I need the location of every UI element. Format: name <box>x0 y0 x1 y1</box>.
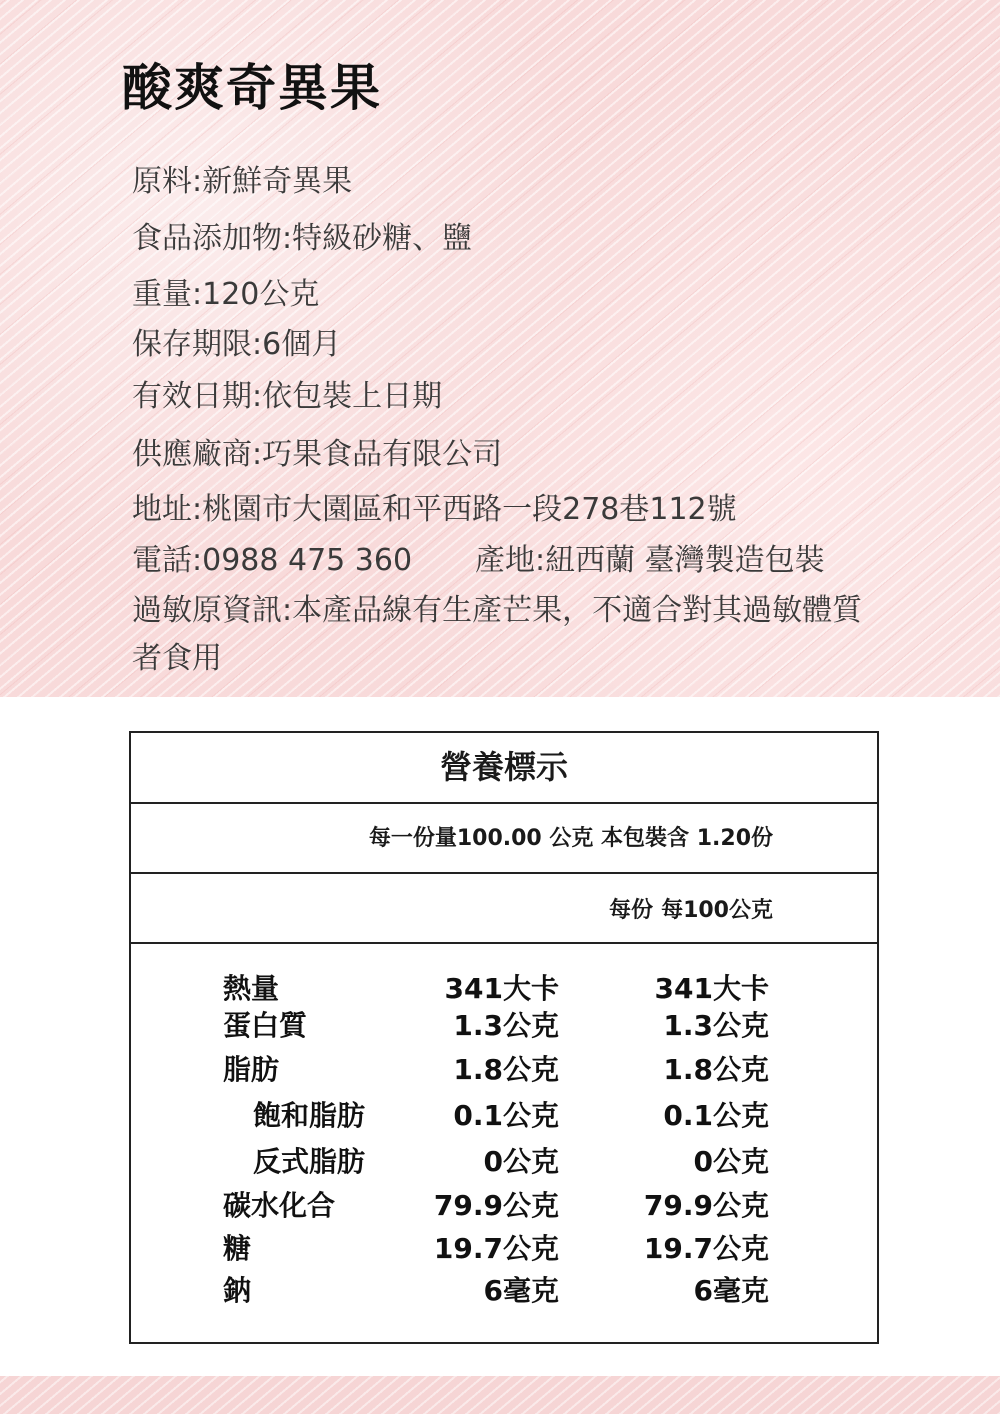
per-100g-value: 19.7公克 <box>643 1232 769 1265</box>
per-100g-value: 0.1公克 <box>663 1099 769 1132</box>
column-header-row <box>131 874 877 944</box>
nutrient-row <box>223 969 877 1009</box>
nutrient-name: 飽和脂肪 <box>253 1099 366 1132</box>
allergen-line: 過敏原資訊:本產品線有生產芒果，不適合對其過敏體質者食用 <box>132 593 863 676</box>
column-headers <box>609 896 773 926</box>
expiry-line: 有效日期:依包裝上日期 <box>132 379 443 414</box>
nutrient-name: 糖 <box>223 1232 252 1265</box>
nutrient-name: 脂肪 <box>223 1053 280 1086</box>
nutrient-name: 蛋白質 <box>223 1009 308 1042</box>
per-100g-value: 0公克 <box>693 1145 769 1178</box>
additives-line: 食品添加物:特級砂糖、鹽 <box>132 221 473 256</box>
per-serving-value: 341大卡 <box>444 972 559 1005</box>
nutrient-row <box>223 1271 877 1311</box>
serving-row <box>131 804 877 874</box>
shelf-life-line: 保存期限:6個月 <box>132 327 342 362</box>
per-serving-value: 1.3公克 <box>453 1009 559 1042</box>
nutrient-row <box>223 1186 877 1226</box>
col-per-serving: 每份 <box>609 898 654 923</box>
nutrient-row <box>223 1229 877 1269</box>
per-serving-value: 79.9公克 <box>433 1189 559 1222</box>
origin-line: 產地:紐西蘭 臺灣製造包裝 <box>475 543 825 578</box>
serving-info: 每一份量100.00 公克 本包裝含 1.20份 <box>368 826 773 851</box>
col-per-100g: 每100公克 <box>661 898 773 923</box>
per-100g-value: 79.9公克 <box>643 1189 769 1222</box>
nutrient-row <box>253 1142 877 1182</box>
address-line: 地址:桃園市大園區和平西路一段278巷112號 <box>132 492 737 527</box>
nutrition-table <box>129 731 879 1344</box>
nutrient-row <box>223 1006 877 1046</box>
phone-line: 電話:0988 475 360 <box>132 543 413 578</box>
per-100g-value: 1.3公克 <box>663 1009 769 1042</box>
per-100g-value: 1.8公克 <box>663 1053 769 1086</box>
nutrient-name: 碳水化合 <box>223 1189 336 1222</box>
nutrient-name: 鈉 <box>223 1274 252 1307</box>
per-serving-value: 6毫克 <box>483 1274 559 1307</box>
per-serving-value: 0.1公克 <box>453 1099 559 1132</box>
per-100g-value: 341大卡 <box>654 972 769 1005</box>
bottom-decor-strip <box>0 1376 1000 1414</box>
nutrition-title: 營養標示 <box>439 748 568 786</box>
nutrient-row <box>223 1050 877 1090</box>
product-title: 酸爽奇異果 <box>122 59 382 117</box>
nutrition-header-row <box>131 733 877 804</box>
weight-line: 重量:120公克 <box>132 277 320 312</box>
nutrient-name: 熱量 <box>223 972 280 1005</box>
per-100g-value: 6毫克 <box>693 1274 769 1307</box>
nutrient-row <box>253 1096 877 1136</box>
per-serving-value: 19.7公克 <box>433 1232 559 1265</box>
nutrient-name: 反式脂肪 <box>253 1145 366 1178</box>
supplier-line: 供應廠商:巧果食品有限公司 <box>132 437 503 472</box>
per-serving-value: 1.8公克 <box>453 1053 559 1086</box>
ingredients-line: 原料:新鮮奇異果 <box>132 164 353 199</box>
per-serving-value: 0公克 <box>483 1145 559 1178</box>
